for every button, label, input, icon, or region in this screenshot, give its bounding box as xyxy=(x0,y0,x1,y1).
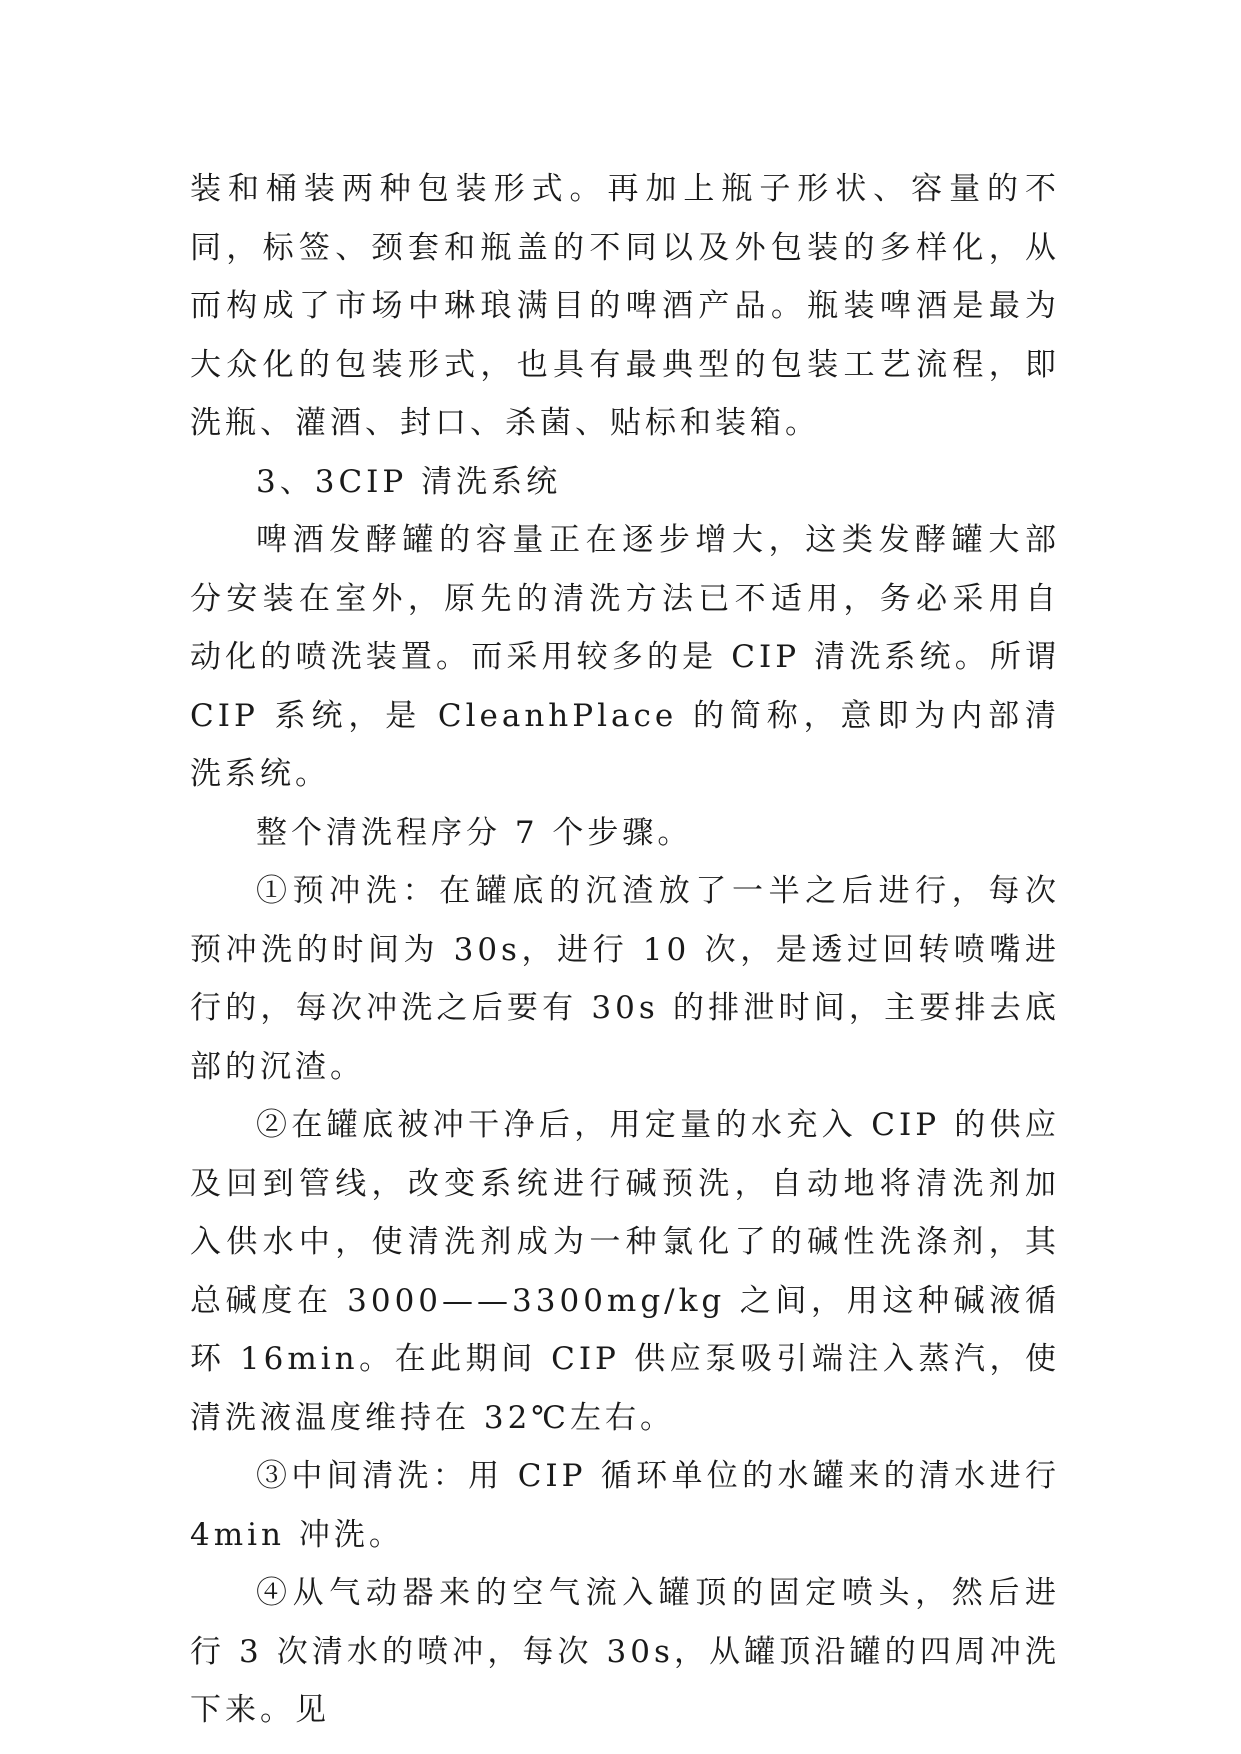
section-heading-cip: 3、3CIP 清洗系统 xyxy=(256,463,562,500)
paragraph-cip-intro: 啤酒发酵罐的容量正在逐步增大，这类发酵罐大部分安装在室外，原先的清洗方法已不适用，务必采用自动化的喷洗装置。而采用较多的是 CIP 清洗系统。所谓 CIP 系统，是 CleanhPlace 的简称，意即为内部清洗系统。 xyxy=(190,522,1060,792)
document-body xyxy=(190,160,1060,1740)
paragraph-step-1: ①预冲洗：在罐底的沉渣放了一半之后进行，每次预冲洗的时间为 30s，进行 10 次，是透过回转喷嘴进行的，每次冲洗之后要有 30s 的排泄时间，主要排去底部的沉渣。 xyxy=(190,873,1060,1085)
paragraph-step-3: ③中间清洗：用 CIP 循环单位的水罐来的清水进行 4min 冲洗。 xyxy=(190,1458,1060,1553)
paragraph-packaging: 装和桶装两种包装形式。再加上瓶子形状、容量的不同，标签、颈套和瓶盖的不同以及外包装的多样化，从而构成了市场中琳琅满目的啤酒产品。瓶装啤酒是最为大众化的包装形式，也具有最典型的包装工艺流程，即洗瓶、灌酒、封口、杀菌、贴标和装箱。 xyxy=(190,171,1060,441)
paragraph-step-2: ②在罐底被冲干净后，用定量的水充入 CIP 的供应及回到管线，改变系统进行碱预洗，自动地将清洗剂加入供水中，使清洗剂成为一种氯化了的碱性洗涤剂，其总碱度在 3000——3300mg/kg 之间，用这种碱液循环 16min。在此期间 CIP 供应泵吸引端注入蒸汽，使清洗液温度维持在 32℃左右。 xyxy=(190,1107,1060,1436)
paragraph-step-4: ④从气动器来的空气流入罐顶的固定喷头，然后进行 3 次清水的喷冲，每次 30s，从罐顶沿罐的四周冲洗下来。见 xyxy=(190,1575,1060,1728)
paragraph-steps-count: 整个清洗程序分 7 个步骤。 xyxy=(256,814,693,851)
